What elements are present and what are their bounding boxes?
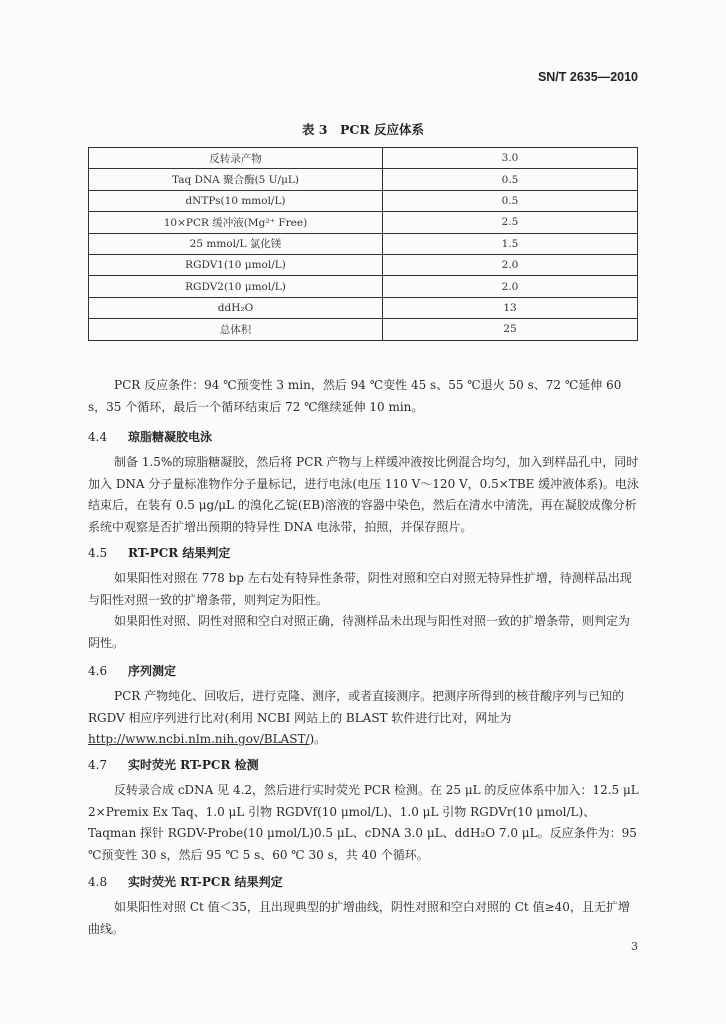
component-cell: 总体积	[89, 319, 383, 340]
component-cell: RGDV2(10 μmol/L)	[89, 276, 383, 297]
section-4-6-heading	[88, 662, 176, 679]
table-row	[89, 276, 638, 297]
component-cell: 25 mmol/L 氯化镁	[89, 233, 383, 254]
pcr-reaction-table	[88, 147, 638, 341]
component-cell: 反转录产物	[89, 148, 383, 169]
component-cell: Taq DNA 聚合酶(5 U/μL)	[89, 169, 383, 190]
table-title: 表 3 PCR 反应体系	[301, 122, 425, 137]
standard-code: SN/T 2635—2010	[537, 70, 638, 84]
table-row	[89, 212, 638, 233]
pcr-conditions-paragraph: PCR 反应条件：94 ℃预变性 3 min，然后 94 ℃变性 45 s、55 ℃退火 50 s、72 ℃延伸 60 s，35 个循环，最后一个循环结束后 72 ℃继续延伸 10 min。	[88, 378, 622, 414]
volume-cell: 0.5	[383, 190, 638, 211]
component-cell: 10×PCR 缓冲液(Mg²⁺ Free)	[89, 212, 383, 233]
section-4-4-paragraph: 制备 1.5%的琼脂糖凝胶，然后将 PCR 产物与上样缓冲液按比例混合均匀，加入到样品孔中，同时加入 DNA 分子量标准物作分子量标记，进行电泳(电压 110 V～120 V，0.5×TBE 缓冲液体系)。电泳结束后，在装有 0.5 μg/μL 的溴化乙锭(EB)溶液的容器中染色，然后在清水中清洗，再在凝胶成像分析系统中观察是否扩增出预期的特异性 DNA 电泳带，拍照，并保存照片。	[88, 455, 639, 534]
section-title: 实时荧光 RT-PCR 结果判定	[128, 875, 283, 889]
table-row	[89, 233, 638, 254]
section-number: 4.5	[88, 546, 108, 560]
table-row	[89, 148, 638, 169]
volume-cell: 2.0	[383, 276, 638, 297]
section-title: 琼脂糖凝胶电泳	[128, 430, 213, 444]
volume-cell: 0.5	[383, 169, 638, 190]
section-4-5-paragraph-2: 如果阳性对照、阴性对照和空白对照正确，待测样品未出现与阳性对照一致的扩增条带，则判定为阴性。	[88, 614, 631, 650]
table-row	[89, 254, 638, 275]
volume-cell: 1.5	[383, 233, 638, 254]
table-row	[89, 169, 638, 190]
volume-cell: 2.0	[383, 254, 638, 275]
section-4-4-heading	[88, 428, 212, 445]
section-title: RT-PCR 结果判定	[128, 546, 231, 560]
component-cell: dNTPs(10 mmol/L)	[89, 190, 383, 211]
volume-cell: 2.5	[383, 212, 638, 233]
table-row	[89, 319, 638, 340]
section-4-7-heading	[88, 756, 259, 773]
section-number: 4.7	[88, 758, 108, 772]
table-row	[89, 297, 638, 318]
section-4-6-text: PCR 产物纯化、回收后，进行克隆、测序，或者直接测序。把测序所得到的核苷酸序列与已知的 RGDV 相应序列进行比对(利用 NCBI 网站上的 BLAST 软件进行比对，网址为	[88, 689, 625, 725]
volume-cell: 13	[383, 297, 638, 318]
component-cell: ddH₂O	[89, 297, 383, 318]
section-4-5-heading	[88, 544, 230, 561]
section-4-6-paragraph	[88, 686, 640, 751]
page-number: 3	[631, 940, 638, 953]
blast-url-link[interactable]: http://www.ncbi.nlm.nih.gov/BLAST/	[88, 732, 310, 746]
component-cell: RGDV1(10 μmol/L)	[89, 254, 383, 275]
section-number: 4.4	[88, 430, 108, 444]
section-number: 4.6	[88, 664, 108, 678]
volume-cell: 3.0	[383, 148, 638, 169]
section-4-8-paragraph: 如果阳性对照 Ct 值＜35，且出现典型的扩增曲线，阴性对照和空白对照的 Ct 值≥40，且无扩增曲线。	[88, 900, 630, 936]
volume-cell: 25	[383, 319, 638, 340]
section-4-7-paragraph: 反转录合成 cDNA 见 4.2，然后进行实时荧光 PCR 检测。在 25 μL 的反应体系中加入：12.5 μL 2×Premix Ex Taq、1.0 μL 引物 RGDVf(10 μmol/L)、1.0 μL 引物 RGDVr(10 μmol/L)、Taqman 探针 RGDV-Probe(10 μmol/L)0.5 μL、cDNA 3.0 μL、ddH₂O 7.0 μL。反应条件为：95 ℃预变性 30 s，然后 95 ℃ 5 s、60 ℃ 30 s，共 40 个循环。	[88, 783, 639, 862]
section-number: 4.8	[88, 875, 108, 889]
section-title: 序列测定	[128, 664, 177, 678]
section-4-8-heading	[88, 873, 283, 890]
section-4-6-text-end: )。	[309, 732, 327, 746]
table-row	[89, 190, 638, 211]
section-4-5-paragraph-1: 如果阳性对照在 778 bp 左右处有特异性条带，阴性对照和空白对照无特异性扩增，待测样品出现与阳性对照一致的扩增条带，则判定为阳性。	[88, 571, 632, 607]
section-title: 实时荧光 RT-PCR 检测	[128, 758, 259, 772]
